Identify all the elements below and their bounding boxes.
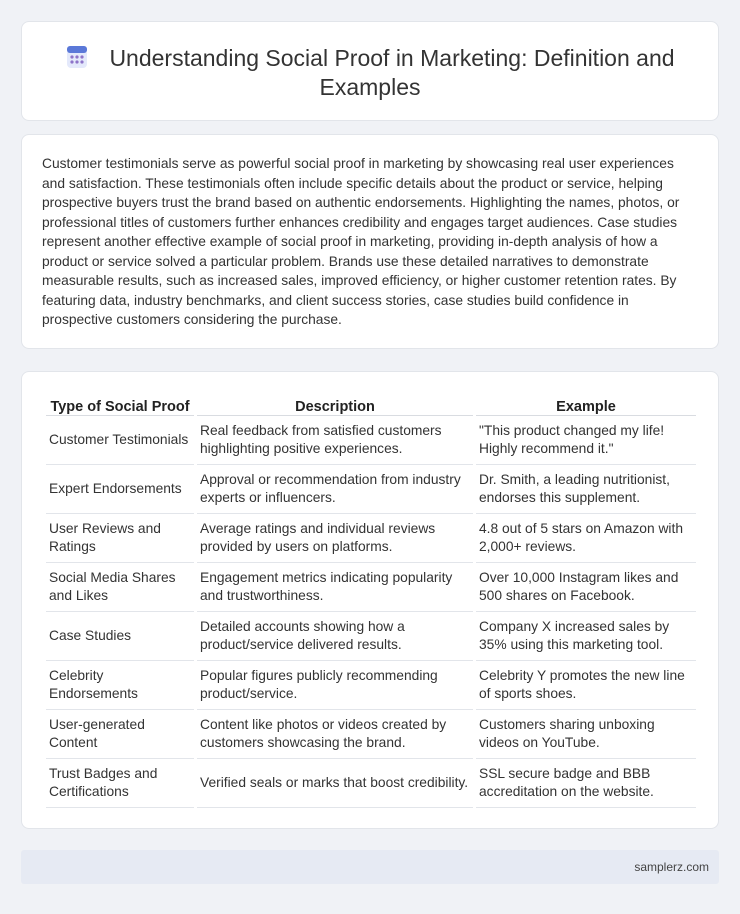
table-row <box>46 416 696 465</box>
column-header-example: Example <box>476 394 696 416</box>
page-title-row <box>22 44 718 102</box>
example-cell: Celebrity Y promotes the new line of sports shoes. <box>476 661 696 710</box>
table-row <box>46 759 696 808</box>
description-cell: Detailed accounts showing how a product/service delivered results. <box>197 612 473 661</box>
example-cell: Over 10,000 Instagram likes and 500 shares on Facebook. <box>476 563 696 612</box>
description-cell: Approval or recommendation from industry experts or influencers. <box>197 465 473 514</box>
description-cell: Engagement metrics indicating popularity and trustworthiness. <box>197 563 473 612</box>
example-cell: Dr. Smith, a leading nutritionist, endorses this supplement. <box>476 465 696 514</box>
description-cell: Popular figures publicly recommending product/service. <box>197 661 473 710</box>
type-cell: Expert Endorsements <box>46 465 194 514</box>
example-cell: Customers sharing unboxing videos on YouTube. <box>476 710 696 759</box>
type-cell: User-generated Content <box>46 710 194 759</box>
column-header-type: Type of Social Proof <box>46 394 194 416</box>
type-cell: User Reviews and Ratings <box>46 514 194 563</box>
column-header-description: Description <box>197 394 473 416</box>
intro-card <box>21 134 719 349</box>
type-cell: Social Media Shares and Likes <box>46 563 194 612</box>
description-cell: Average ratings and individual reviews provided by users on platforms. <box>197 514 473 563</box>
type-cell: Case Studies <box>46 612 194 661</box>
intro-paragraph: Customer testimonials serve as powerful social proof in marketing by showcasing real user experiences and satisfaction. These testimonials often include specific details about the product or service, helping prospective buyers trust the brand based on authentic endorsements. Highlighting the names, photos, or professional titles of customers further enhances credibility and engages target audiences. Case studies represent another effective example of social proof in marketing, providing in-depth analysis of how a product or service solved a particular problem. Brands use these detailed narratives to demonstrate measurable results, such as increased sales, improved efficiency, or higher customer retention rates. By featuring data, industry benchmarks, and client success stories, case studies build confidence in prospective customers considering the purchase. <box>42 156 680 327</box>
description-cell: Real feedback from satisfied customers highlighting positive experiences. <box>197 416 473 465</box>
page-title: Understanding Social Proof in Marketing: Definition and Examples <box>109 45 675 100</box>
title-card <box>21 21 719 121</box>
footer-site-link[interactable]: samplerz.com <box>634 860 709 874</box>
table-row <box>46 514 696 563</box>
table-row <box>46 661 696 710</box>
example-cell: SSL secure badge and BBB accreditation on the website. <box>476 759 696 808</box>
calculator-icon <box>65 45 89 69</box>
example-cell: "This product changed my life! Highly recommend it." <box>476 416 696 465</box>
type-cell: Customer Testimonials <box>46 416 194 465</box>
table-header-row <box>46 394 696 416</box>
table-card <box>21 371 719 829</box>
table-row <box>46 612 696 661</box>
description-cell: Verified seals or marks that boost credibility. <box>197 759 473 808</box>
example-cell: Company X increased sales by 35% using this marketing tool. <box>476 612 696 661</box>
table-row <box>46 465 696 514</box>
footer-bar <box>21 850 719 884</box>
social-proof-table <box>43 394 699 808</box>
type-cell: Celebrity Endorsements <box>46 661 194 710</box>
description-cell: Content like photos or videos created by customers showcasing the brand. <box>197 710 473 759</box>
table-row <box>46 563 696 612</box>
type-cell: Trust Badges and Certifications <box>46 759 194 808</box>
example-cell: 4.8 out of 5 stars on Amazon with 2,000+ reviews. <box>476 514 696 563</box>
table-row <box>46 710 696 759</box>
